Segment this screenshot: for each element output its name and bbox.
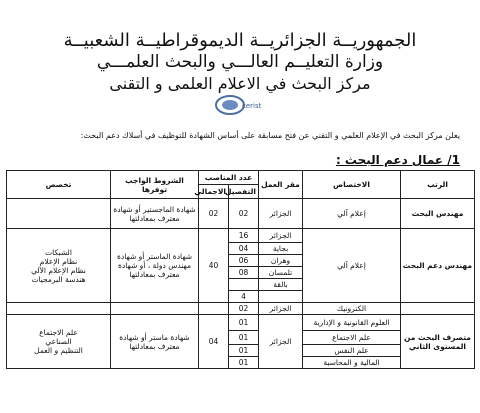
cell-specialty: إعلام آلي [303, 229, 401, 303]
cell-specialization: علم الاجتماع الصناعي التنظيم و العمل [7, 315, 111, 369]
header-positions: عدد المناصب [199, 171, 259, 185]
cell-specialization: الشبكات نظام الإعلام نظام الإعلام الآلي هندسة البرمجيات [7, 229, 111, 303]
cell-detail: 01 [229, 357, 259, 369]
cell-detail: 01 [229, 331, 259, 345]
cell-specialty: علم الاجتماع [303, 331, 401, 345]
cell-detail: 16 [229, 229, 259, 243]
cell-workplace: تلمسان [259, 267, 303, 279]
logo-text: cerist [242, 102, 262, 110]
cell-workplace: وهران [259, 255, 303, 267]
section-title: 1/ عمال دعم البحث : [335, 153, 460, 167]
cell-detail: 02 [229, 199, 259, 229]
cerist-logo-icon [212, 92, 272, 118]
cell-specialty: العلوم القانونية و الإدارية [303, 315, 401, 331]
cell-conditions: شهادة ماستر أو شهادة معترف بمعادلتها [111, 315, 199, 369]
ministry-title: وزارة التعليــم العالـــي والبحث العلمـــي [96, 52, 384, 72]
cell-grade: متصرف البحث من المستوى الثاني [401, 315, 475, 369]
cell-specialty: إعلام آلي [303, 199, 401, 229]
cell-workplace: بالقة [259, 279, 303, 291]
cell-workplace: الجزائر [259, 315, 303, 369]
cell-specialty: الكترونيك [303, 303, 401, 315]
cell-detail: 4 [229, 291, 259, 303]
header-specialization: تخصص [7, 171, 111, 199]
positions-table [6, 170, 475, 369]
cell-grade: مهندس دعم البحث [401, 229, 475, 303]
cell-total: 04 [199, 315, 229, 369]
header-specialty: الاختصاص [303, 171, 401, 199]
cell-detail: 01 [229, 315, 259, 331]
cell-conditions: شهادة الماستر أو شهادة مهندس دولة ، أو شهادة معترف بمعادلتها [111, 229, 199, 303]
table-row [7, 303, 475, 315]
header-total: الاجمالي [199, 185, 229, 199]
cell-detail: 06 [229, 255, 259, 267]
table-row [7, 229, 475, 243]
header-workplace: مقر العمل [259, 171, 303, 199]
cell-workplace: الجزائر [259, 229, 303, 243]
cell-specialization [7, 199, 111, 229]
cell-detail: 08 [229, 267, 259, 279]
cell-workplace: بجاية [259, 243, 303, 255]
cell-detail: 02 [229, 303, 259, 315]
cell-total: 40 [199, 229, 229, 303]
cell-specialty: المالية و المحاسبة [303, 357, 401, 369]
cell-detail: 01 [229, 345, 259, 357]
cell-conditions: شهادة الماجستير أو شهادة معترف بمعادلتها [111, 199, 199, 229]
header-grade: الرتب [401, 171, 475, 199]
cell-specialization [7, 303, 111, 315]
cell-grade: مهندس البحث [401, 199, 475, 229]
table-row [7, 199, 475, 229]
cell-workplace: الجزائر [259, 303, 303, 315]
header-detail: التفصيل [229, 185, 259, 199]
cell-total [199, 303, 229, 315]
cell-total: 02 [199, 199, 229, 229]
cell-grade [401, 303, 475, 315]
header-conditions: الشروط الواجب توفرها [111, 171, 199, 199]
center-title: مركز البحث في الاعلام العلمى و التقنى [109, 74, 371, 93]
table-row [7, 315, 475, 331]
cell-specialty: علم النفس [303, 345, 401, 357]
cell-detail: 04 [229, 243, 259, 255]
cell-workplace: الجزائر [259, 199, 303, 229]
cell-detail [229, 279, 259, 291]
cell-conditions [111, 303, 199, 315]
republic-title: الجمهوريــة الجزائريــة الديموقراطيــة الشعبيــة [63, 30, 417, 51]
intro-text: يعلن مركز البحث في الإعلام العلمي و التقني عن فتح مسابقة على أساس الشهادة للتوظيف في أسلاك دعم البحث: [80, 131, 460, 140]
cell-workplace [259, 291, 303, 303]
